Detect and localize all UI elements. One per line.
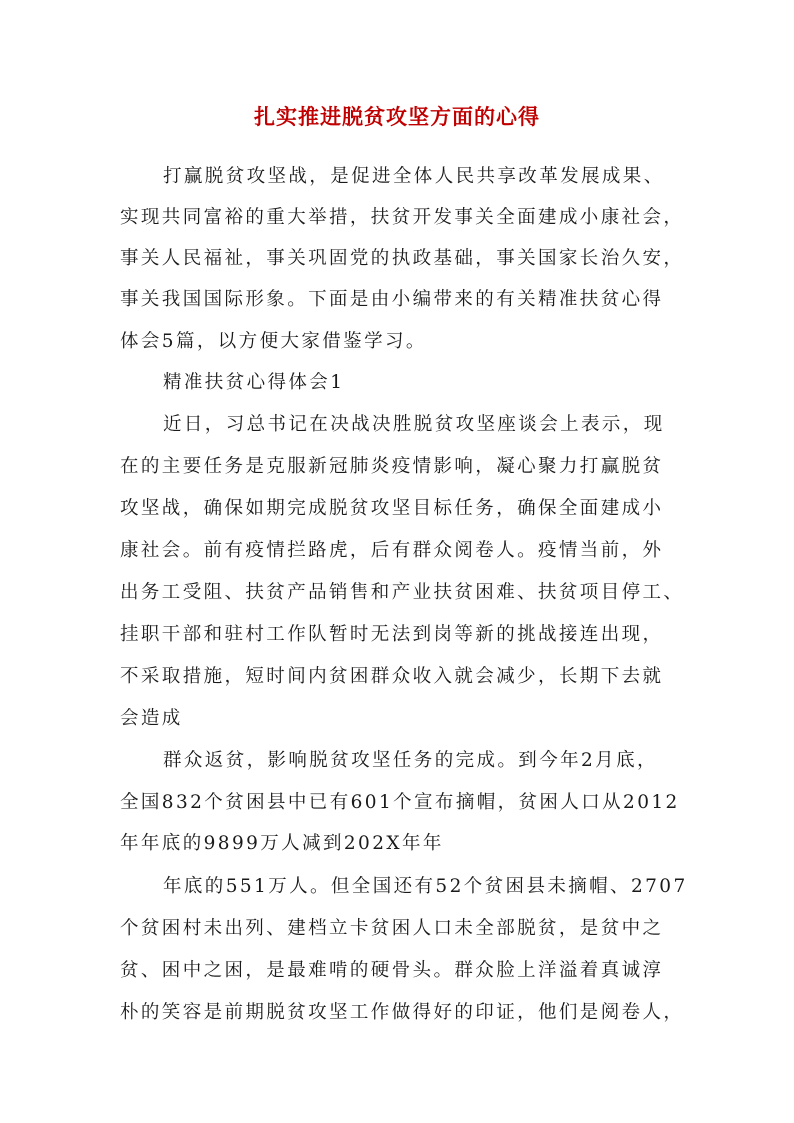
paragraph-line: 全国832个贫困县中已有601个宣布摘帽，贫困人口从2012: [120, 792, 680, 813]
paragraph-line: 朴的笑容是前期脱贫攻坚工作做得好的印证，他们是阅卷人，: [120, 1002, 685, 1023]
paragraph-line: 打赢脱贫攻坚战，是促进全体人民共享改革发展成果、: [163, 166, 665, 187]
paragraph-line: 群众返贫，影响脱贫攻坚任务的完成。到今年2月底，: [163, 750, 658, 771]
paragraph-line: 出务工受阻、扶贫产品销售和产业扶贫困难、扶贫项目停工、: [120, 582, 685, 603]
paragraph-line: 事关我国国际形象。下面是由小编带来的有关精准扶贫心得: [120, 289, 664, 310]
paragraph-line: 挂职干部和驻村工作队暂时无法到岗等新的挑战接连出现，: [120, 624, 664, 645]
paragraph-line: 事关人民福祉，事关巩固党的执政基础，事关国家长治久安，: [120, 248, 685, 269]
paragraph-line: 个贫困村未出列、建档立卡贫困人口未全部脱贫，是贫中之: [120, 918, 664, 939]
paragraph-line: 攻坚战，确保如期完成脱贫攻坚目标任务，确保全面建成小: [120, 498, 664, 519]
paragraph-line: 体会5篇，以方便大家借鉴学习。: [120, 331, 427, 352]
paragraph-line: 贫、困中之困，是最难啃的硬骨头。群众脸上洋溢着真诚淳: [120, 960, 664, 981]
paragraph-line: 康社会。前有疫情拦路虎，后有群众阅卷人。疫情当前，外: [120, 540, 664, 561]
paragraph-line: 会造成: [120, 708, 183, 729]
paragraph-line: 年年底的9899万人减到202X年年: [120, 833, 444, 854]
paragraph-line: 实现共同富裕的重大举措，扶贫开发事关全面建成小康社会，: [120, 207, 685, 228]
paragraph-line: 年底的551万人。但全国还有52个贫困县未摘帽、2707: [163, 876, 688, 897]
paragraph-line: 不采取措施，短时间内贫困群众收入就会减少，长期下去就: [120, 666, 664, 687]
section-heading: 精准扶贫心得体会1: [163, 372, 345, 393]
paragraph-line: 在的主要任务是克服新冠肺炎疫情影响，凝心聚力打赢脱贫: [120, 456, 664, 477]
paragraph-line: 近日，习总书记在决战决胜脱贫攻坚座谈会上表示，现: [163, 414, 665, 435]
document-title: 扎实推进脱贫攻坚方面的心得: [254, 104, 540, 129]
